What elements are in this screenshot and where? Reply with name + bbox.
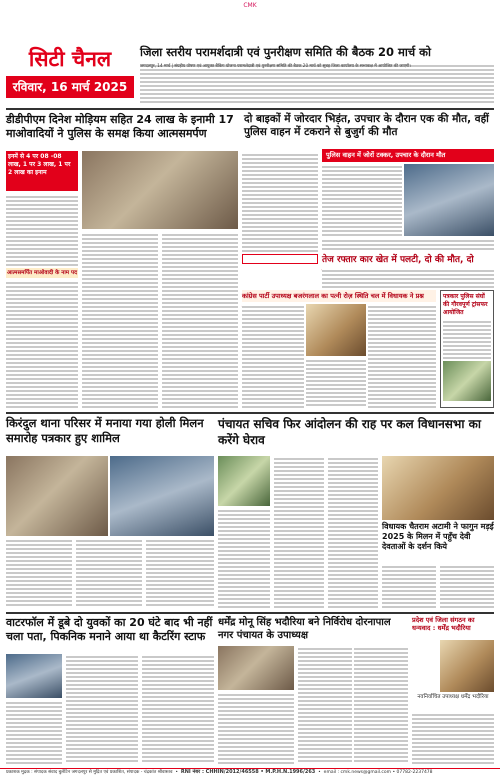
panchayat-headline: पंचायत सचिव फिर आंदोलन की राह पर कल विधानसभा का करेंगे घेराव (218, 417, 481, 447)
car-body (322, 268, 494, 288)
lead-body: जगदलपुर, 14 मार्च | संग्रहीय पोषण एवं आयुक्त बैंकिंग योजना परामर्शदात्री एवं पुनरीक्षण समिति की बैठक 20 मार्च को सुबह जिला कार्यालय के सभाकक्ष में आयोजित की जाएगी। (140, 63, 494, 105)
side-report-photo (443, 361, 491, 401)
panchayat-header (218, 416, 494, 454)
congress-body-col3 (368, 304, 436, 408)
lead-story (140, 44, 494, 104)
masthead-title: सिटी चैनल (28, 46, 112, 71)
masthead-date: रविवार, 16 मार्च 2025 (6, 76, 134, 98)
footer-imprint: प्रकाशक मुद्रक : संपादक संवाद बुलेटिन जगदलपुर से मुद्रित एवं प्रकाशित, संपादक - चंद्रकांत श्रीवास्तव (6, 770, 173, 775)
side-report-box (440, 290, 494, 408)
side-report-headline: पत्रकार पुलिस संघों की गौरवपूर्ण ट्रांसफर आयोजित (443, 293, 488, 316)
page-footer: प्रकाशक मुद्रक : संपादक संवाद बुलेटिन जगदलपुर से मुद्रित एवं प्रकाशित, संपादक - चंद्रकांत श्रीवास्तव • RNI नंबर : CHHIN/2012/46558 • M.P.H.N.1996/263 • email : cmk.news@gmail.com • 07782-2237478 (0, 768, 500, 781)
surrender-photo (82, 151, 238, 229)
sarpanch-body-col2 (298, 646, 352, 764)
side-report-body (443, 319, 491, 359)
surrender-band: इनमें से 4 पर 08 -08 लाख, 1 पर 3 लाख, 1 पर 2 लाख का इनाम (6, 151, 78, 191)
sarpanch-body-col3 (354, 646, 408, 764)
surrender-subhead: आत्मसमर्पित माओवादी के नाम पद (6, 270, 77, 276)
police-camp-header (6, 416, 214, 454)
sarpanch-photo (218, 646, 294, 690)
surrender-body-col2 (82, 232, 158, 408)
surrender-story-header (6, 113, 238, 149)
mid-body-col (242, 152, 318, 252)
lead-headline: जिला स्तरीय परामर्शदात्री एवं पुनरीक्षण समिति की बैठक 20 मार्च को (140, 45, 431, 59)
surrender-headline: डीडीपीएम दिनेश मोड़ियम सहित 24 लाख के इनामी 17 माओवादियों ने पुलिस के समक्ष किया आत्मसमर्पण (6, 113, 234, 140)
congress-photo (306, 304, 366, 356)
footer-contact: email : cmk.news@gmail.com • 07782-2237478 (323, 770, 433, 775)
waterfall-body-col2 (66, 654, 138, 764)
thanks-headline: प्रदेश एवं जिला संगठन का धन्यवाद : धर्मेंद्र भदौरिया (412, 616, 475, 632)
surrender-subhead-box (6, 268, 78, 278)
mla-body-col2 (440, 564, 494, 608)
sarpanch-header (218, 616, 408, 644)
bike-body-col1 (322, 164, 402, 236)
masthead (6, 46, 134, 104)
divider (6, 412, 494, 414)
panchayat-body-col2 (274, 456, 324, 608)
waterfall-body-col1 (6, 700, 62, 764)
congress-frame (242, 254, 318, 264)
police-camp-photo-1 (6, 456, 108, 536)
footer-regno: RNI नंबर : CHHIN/2012/46558 • M.P.H.N.1996/263 (180, 769, 316, 775)
mla-headline: विधायक चैतराम अटामी ने फागुन मड़ई 2025 के मिलन में पहुँच देवी देवताओं के दर्शन किये (382, 522, 494, 551)
panchayat-photo (218, 456, 270, 506)
sarpanch-body-col1 (218, 692, 294, 764)
car-story-header (322, 254, 494, 266)
car-headline: तेज रफ्तार कार खेत में पलटी, दो की मौत, दो (322, 255, 474, 265)
police-camp-headline: किरंदुल थाना परिसर में मनाया गया होली मिलन समारोह पत्रकार हुए शामिल (6, 416, 204, 445)
bike-headline: दो बाइकों में जोरदार भिड़ंत, उपचार के दौरान एक की मौत, वहीं पुलिस वाहन में टकराने से बुजुर्ग की मौत (244, 113, 489, 138)
bike-body-col2 (322, 238, 494, 252)
congress-body-col2 (306, 358, 366, 408)
page-watermark: CMK (0, 0, 500, 12)
surrender-body-col1b (6, 280, 78, 408)
mla-body-col1 (382, 564, 436, 608)
panchayat-body-col1 (218, 508, 270, 608)
portrait-caption: नवनिर्वाचित उपाध्यक्ष धर्मेंद्र भदौरिया (417, 694, 489, 700)
waterfall-photo (6, 654, 62, 698)
sarpanch-headline: धर्मेंद्र मोनू सिंह भदौरिया बने निर्विरोध दोरनापाल नगर पंचायत के उपाध्यक्ष (218, 617, 391, 641)
waterfall-headline: वाटरफॉल में डूबे दो युवकों का 20 घंटे बाद भी नहीं चला पता, पिकनिक मनाने आया था कैटरिंग स्टाफ (6, 616, 213, 643)
panchayat-body-col3 (328, 456, 378, 608)
surrender-body-col3 (162, 232, 238, 408)
mla-header (382, 522, 494, 562)
congress-body-col1 (242, 304, 304, 408)
bike-band: पुलिस वाहन में जोरों टक्कर, उपचार के दौरान मौत (322, 149, 494, 162)
police-camp-photo-2 (110, 456, 214, 536)
congress-story-header (242, 290, 436, 302)
police-camp-body-col1 (6, 538, 72, 608)
thanks-body (412, 712, 494, 764)
thanks-header (412, 616, 494, 638)
bike-photo (404, 164, 494, 236)
portrait-photo (440, 640, 494, 692)
mla-photo (382, 456, 494, 520)
waterfall-body-col3 (142, 654, 214, 764)
divider (6, 108, 494, 110)
bike-story-header (244, 113, 494, 149)
waterfall-header (6, 616, 214, 652)
police-camp-body-col3 (146, 538, 214, 608)
police-camp-body-col2 (76, 538, 142, 608)
surrender-body-col1 (6, 194, 78, 266)
congress-headline: कांग्रेस पार्टी उपाध्यक्ष बजरंगलाल का पत्नी रोज़ स्थिति चल में विधायक ने प्रश्न (242, 292, 424, 300)
divider (6, 612, 494, 614)
